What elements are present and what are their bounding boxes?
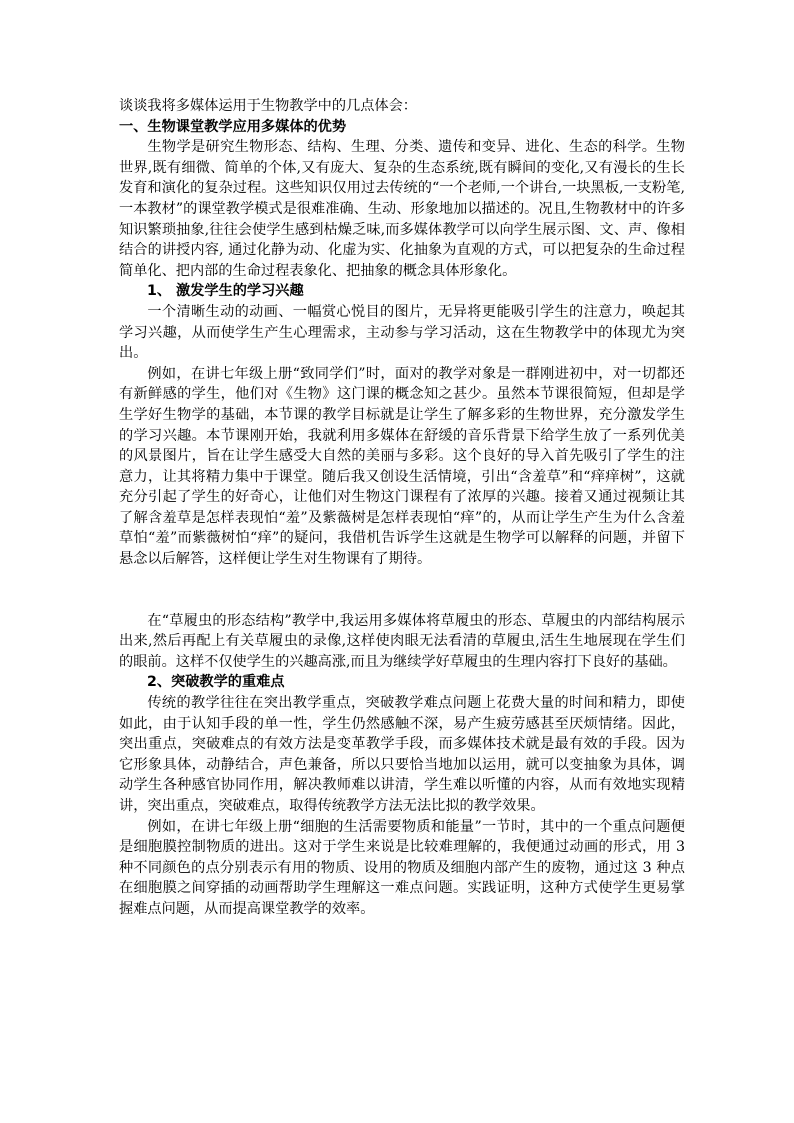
subsection-heading-key-points: 2、突破教学的重难点: [147, 674, 285, 691]
paragraph-paramecium: 在“草履虫的形态结构”教学中,我运用多媒体将草履虫的形态、草履虫的内部结构展示出来,然后再配上有关草履虫的录像,这样使肉眼无法看清的草履虫,活生生地展现在学生们的眼前。这样不仅使学生的兴趣高涨,而且为继续学好草履虫的生理内容打下良好的基础。: [119, 612, 685, 670]
section-heading-advantages: 一、生物课堂教学应用多媒体的优势: [119, 118, 347, 135]
blank-line: [119, 570, 685, 611]
paragraph-animation-interest: 一个清晰生动的动画、一幅赏心悦目的图片，无异将更能吸引学生的注意力，唤起其学习兴趣，从而使学生产生心理需求，主动参与学习活动，这在生物教学中的体现尤为突出。: [119, 303, 685, 362]
paragraph-grade7-example: 例如，在讲七年级上册“致同学们”时，面对的教学对象是一群刚进初中，对一切都还有新鲜感的学生，他们对《生物》这门课的概念知之甚少。虽然本节课很简短，但却是学生学好生物学的基础，本节课的教学目标就是让学生了解多彩的生物世界，充分激发学生的学习兴趣。本节课刚开始，我就利用多媒体在舒缓的音乐背景下给学生放了一系列优美的风景图片，旨在让学生感受大自然的美丽与多彩。这个良好的导入首先吸引了学生的注意力，让其将精力集中于课堂。随后我又创设生活情境，引出“含羞草”和“痒痒树”，这就充分引起了学生的好奇心，让他们对生物这门课程有了浓厚的兴趣。接着又通过视频让其了解含羞草是怎样表现怕“羞”及紫薇树是怎样表现怕“痒”的，从而让学生产生为什么含羞草怕“羞”而紫薇树怕“痒”的疑问，我借机告诉学生这就是生物学可以解释的问题，并留下悬念以后解答，这样便让学生对生物课有了期待。: [119, 365, 685, 568]
paragraph-cell-membrane-example: 例如，在讲七年级上册“细胞的生活需要物质和能量”一节时，其中的一个重点问题便是细胞膜控制物质的进出。这对于学生来说是比较难理解的，我便通过动画的形式，用 3 种不同颜色的点分别表示有用的物质、设用的物质及细胞内部产生的废物，通过这 3 种点在细胞膜之间穿插的动画帮助学生理解这一难点问题。实践证明，这种方式使学生更易掌握难点问题，从而提高课堂教学的效率。: [119, 818, 685, 917]
subsection-heading-interest: 1、 激发学生的学习兴趣: [147, 283, 304, 300]
paragraph-traditional-teaching: 传统的教学往往在突出教学重点，突破教学难点问题上花费大量的时间和精力，即使如此，由于认知手段的单一性，学生仍然感触不深，易产生疲劳感甚至厌烦情绪。因此，突出重点，突破难点的有效方法是变革教学手段，而多媒体技术就是最有效的手段。因为它形象具体，动静结合，声色兼备，所以只要恰当地加以运用，就可以变抽象为具体，调动学生各种感官协同作用，解决教师难以讲清，学生难以听懂的内容，从而有效地实现精讲，突出重点，突破难点，取得传统教学方法无法比拟的教学效果。: [119, 695, 685, 814]
document-page: [119, 96, 685, 920]
intro-line: 谈谈我将多媒体运用于生物教学中的几点体会：: [119, 98, 417, 114]
paragraph-biology-intro: 生物学是研究生物形态、结构、生理、分类、遗传和变异、进化、生态的科学。生物世界,既有细微、简单的个体,又有庞大、复杂的生态系统,既有瞬间的变化,又有漫长的生长发育和演化的复杂过程。这些知识仅用过去传统的“一个老师,一个讲台,一块黑板,一支粉笔,一本教材”的课堂教学模式是很难准确、生动、形象地加以描述的。况且,生物教材中的许多知识繁琐抽象,往往会使学生感到枯燥乏味,而多媒体教学可以向学生展示图、文、声、像相结合的讲授内容, 通过化静为动、化虚为实、化抽象为直观的方式，可以把复杂的生命过程简单化、把内部的生命过程表象化、把抽象的概念具体形象化。: [119, 139, 685, 279]
